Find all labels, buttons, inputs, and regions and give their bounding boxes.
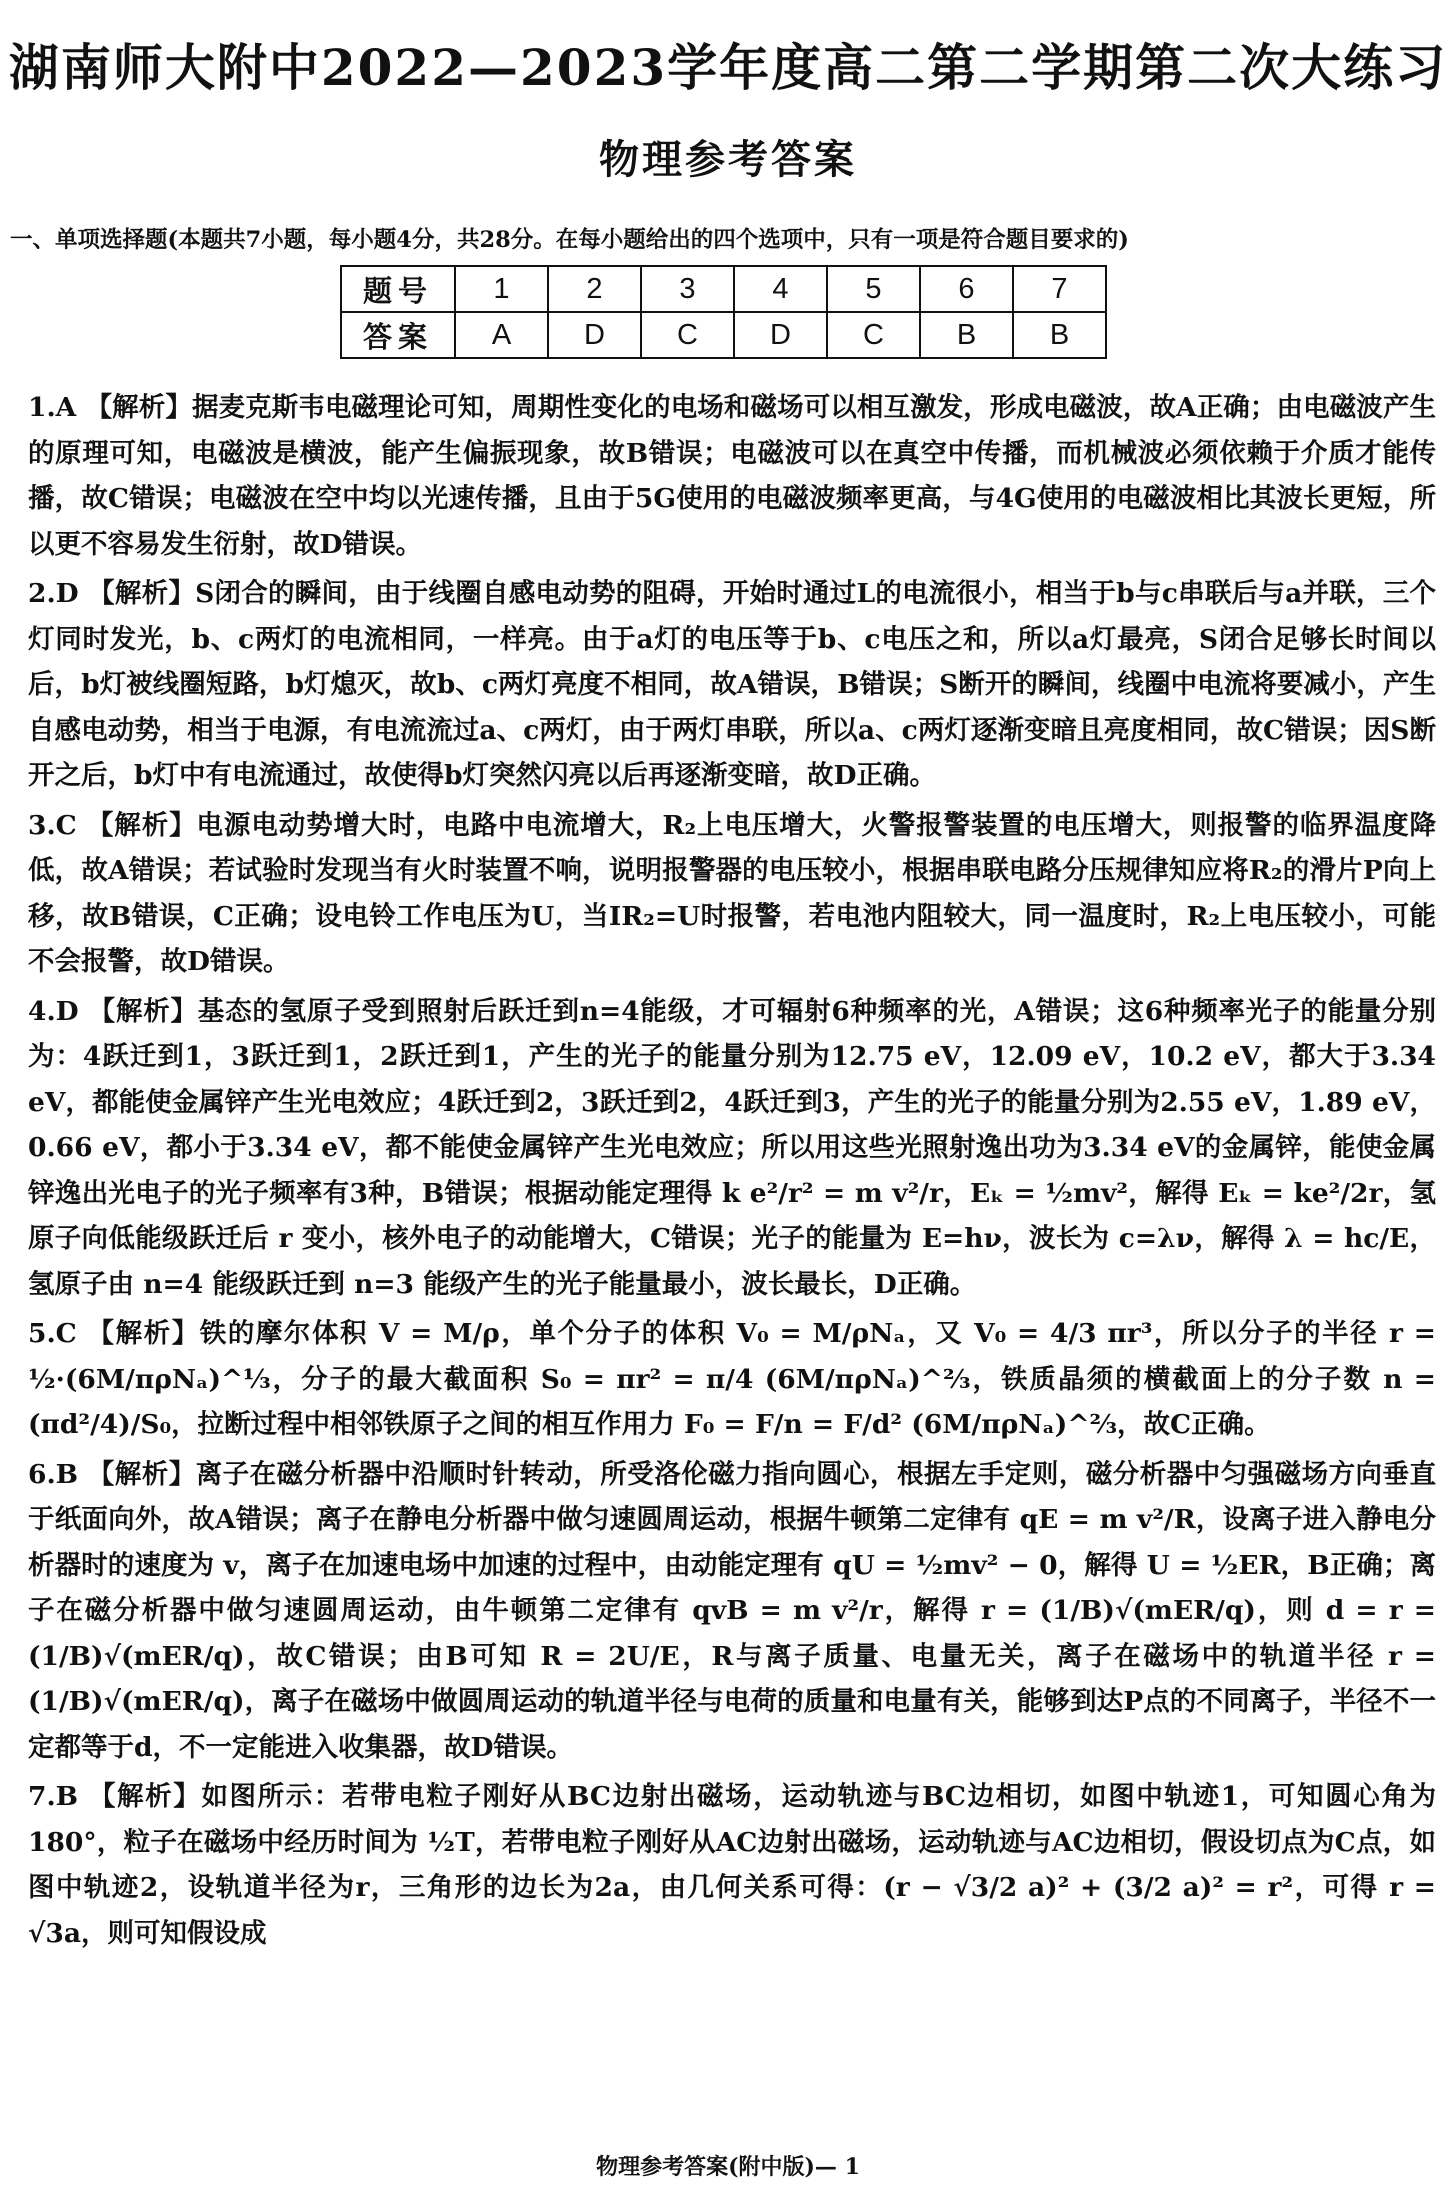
solution-number: 6.B [28, 1458, 79, 1490]
solution-item [28, 1311, 1436, 1448]
solution-text: 离子在磁分析器中沿顺时针转动，所受洛伦磁力指向圆心，根据左手定则，磁分析器中匀强磁场方向垂直于纸面向外，故A错误；离子在静电分析器中做匀速圆周运动，根据牛顿第二定律有 qE = m v²/R，设离子进入静电分析器时的速度为 v，离子在加速电场中加速的过程中，由动能定理有 qU = ½mv² − 0，解得 U = ½ER，B正确；离子在磁分析器中做匀速圆周运动，由牛顿第二定律有 qvB = m v²/r，解得 r = (1/B)√(mER/q)，则 d = r = (1/B)√(mER/q)，故C错误；由B可知 R = 2U/E，R与离子质量、电量无关，离子在磁场中的轨道半径 r = (1/B)√(mER/q)，离子在磁场中做圆周运动的轨道半径与电荷的质量和电量有关，能够到达P点的不同离子，半径不一定都等于d，不一定能进入收集器，故D错误。 [28, 1458, 1437, 1763]
solution-number: 1.A [28, 392, 77, 423]
table-row-numbers [341, 266, 1106, 312]
table-cell-number: 6 [920, 266, 1013, 312]
table-row-answers [341, 312, 1106, 358]
table-cell-number: 1 [455, 266, 548, 312]
section-heading: 一、单项选择题(本题共7小题，每小题4分，共28分。在每小题给出的四个选项中，只有一项是符合题目要求的) [10, 227, 1129, 253]
solution-item [28, 1774, 1436, 1956]
solution-text: 基态的氢原子受到照射后跃迁到n=4能级，才可辐射6种频率的光，A错误；这6种频率光子的能量分别为：4跃迁到1，3跃迁到1，2跃迁到1，产生的光子的能量分别为12.75 eV，12.09 eV，10.2 eV，都大于3.34 eV，都能使金属锌产生光电效应；4跃迁到2，3跃迁到2，4跃迁到3，产生的光子的能量分别为2.55 eV，1.89 eV，0.66 eV，都小于3.34 eV，都不能使金属锌产生光电效应；所以用这些光照射逸出功为3.34 eV的金属锌，能使金属锌逸出光电子的光子频率有3种，B错误；根据动能定理得 k e²/r² = m v²/r，Eₖ = ½mv²，解得 Eₖ = ke²/2r，氢原子向低能级跃迁后 r 变小，核外电子的动能增大，C错误；光子的能量为 E=hν，波长为 c=λν，解得 λ = hc/E，氢原子由 n=4 能级跃迁到 n=3 能级产生的光子能量最小，波长最长，D正确。 [28, 995, 1436, 1300]
solution-text: 如图所示：若带电粒子刚好从BC边射出磁场，运动轨迹与BC边相切，如图中轨迹1，可知圆心角为180°，粒子在磁场中经历时间为 ½T，若带电粒子刚好从AC边射出磁场，运动轨迹与AC边相切，假设切点为C点，如图中轨迹2，设轨道半径为r，三角形的边长为2a，由几何关系可得：(r − √3/2 a)² + (3/2 a)² = r²，可得 r = √3a，则可知假设成 [28, 1781, 1437, 1949]
solution-tag: 【解析】 [87, 1318, 200, 1349]
solution-number: 7.B [28, 1781, 79, 1812]
table-cell-number: 5 [827, 266, 920, 312]
table-cell-number: 7 [1013, 266, 1106, 312]
page-subtitle: 物理参考答案 [599, 136, 857, 183]
table-cell-answer: C [641, 312, 734, 358]
table-cell-number: 2 [548, 266, 641, 312]
table-cell-answer: A [455, 312, 548, 358]
solution-tag: 【解析】 [86, 809, 197, 841]
solution-item [28, 1452, 1436, 1771]
table-cell-number: 3 [641, 266, 734, 312]
solution-item [28, 989, 1436, 1308]
solution-tag: 【解析】 [88, 578, 196, 609]
solution-tag: 【解析】 [88, 1781, 202, 1812]
solution-item [28, 571, 1436, 799]
table-cell-answer: B [920, 312, 1013, 358]
table-cell-answer: D [548, 312, 641, 358]
table-label-answer: 答案 [341, 312, 455, 358]
solution-number: 4.D [28, 995, 79, 1027]
solution-tag: 【解析】 [85, 392, 192, 423]
solution-text: 据麦克斯韦电磁理论可知，周期性变化的电场和磁场可以相互激发，形成电磁波，故A正确；由电磁波产生的原理可知，电磁波是横波，能产生偏振现象，故B错误；电磁波可以在真空中传播，而机械波必须依赖于介质才能传播，故C错误；电磁波在空中均以光速传播，且由于5G使用的电磁波频率更高，与4G使用的电磁波相比其波长更短，所以更不容易发生衍射，故D错误。 [28, 392, 1436, 560]
solution-item [28, 385, 1436, 567]
solution-text: 电源电动势增大时，电路中电流增大，R₂上电压增大，火警报警装置的电压增大，则报警的临界温度降低，故A错误；若试验时发现当有火时装置不响，说明报警器的电压较小，根据串联电路分压规律知应将R₂的滑片P向上移，故B错误，C正确；设电铃工作电压为U，当IR₂=U时报警，若电池内阻较大，同一温度时，R₂上电压较小，可能不会报警，故D错误。 [28, 809, 1436, 977]
table-cell-answer: C [827, 312, 920, 358]
solution-number: 2.D [28, 578, 79, 609]
page-footer: 物理参考答案(附中版)— 1 [596, 2154, 860, 2180]
answer-table [340, 265, 1107, 359]
solution-item [28, 803, 1436, 985]
solution-number: 3.C [28, 809, 77, 841]
page-title: 湖南师大附中2022—2023学年度高二第二学期第二次大练习 [8, 38, 1448, 97]
table-label-number: 题号 [341, 266, 455, 312]
solution-tag: 【解析】 [88, 995, 198, 1027]
table-cell-number: 4 [734, 266, 827, 312]
solution-text: 铁的摩尔体积 V = M/ρ，单个分子的体积 V₀ = M/ρNₐ，又 V₀ = 4/3 πr³，所以分子的半径 r = ½·(6M/πρNₐ)^⅓，分子的最大截面积 S₀ = πr² = π/4 (6M/πρNₐ)^⅔，铁质晶须的横截面上的分子数 n = (πd²/4)/S₀，拉断过程中相邻铁原子之间的相互作用力 F₀ = F/n = F/d² (6M/πρNₐ)^⅔，故C正确。 [28, 1318, 1437, 1440]
table-cell-answer: D [734, 312, 827, 358]
solutions-list [28, 385, 1436, 1960]
solution-number: 5.C [28, 1318, 77, 1349]
table-cell-answer: B [1013, 312, 1106, 358]
solution-text: S闭合的瞬间，由于线圈自感电动势的阻碍，开始时通过L的电流很小，相当于b与c串联后与a并联，三个灯同时发光，b、c两灯的电流相同，一样亮。由于a灯的电压等于b、c电压之和，所以a灯最亮，S闭合足够长时间以后，b灯被线圈短路，b灯熄灭，故b、c两灯亮度不相同，故A错误，B错误；S断开的瞬间，线圈中电流将要减小，产生自感电动势，相当于电源，有电流流过a、c两灯，由于两灯串联，所以a、c两灯逐渐变暗且亮度相同，故C错误；因S断开之后，b灯中有电流通过，故使得b灯突然闪亮以后再逐渐变暗，故D正确。 [28, 578, 1436, 791]
solution-tag: 【解析】 [87, 1458, 196, 1490]
